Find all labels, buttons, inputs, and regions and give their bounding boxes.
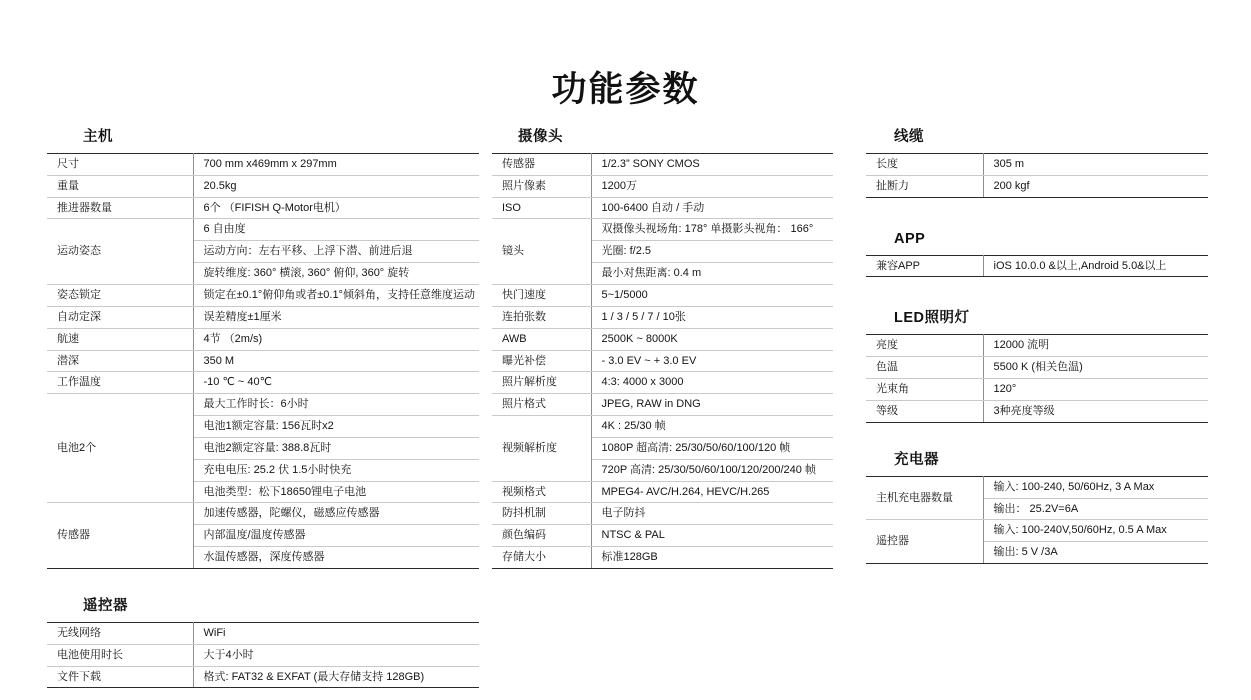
section-title-app: APP	[894, 230, 926, 247]
table-row	[492, 481, 833, 503]
table-row	[47, 197, 479, 219]
table-row	[492, 372, 833, 394]
spec-value: 输出: 5 V /3A	[983, 542, 1208, 564]
table-row	[866, 175, 1208, 197]
spec-value: 锁定在±0.1°俯仰角或者±0.1°倾斜角，支持任意维度运动	[193, 285, 479, 307]
spec-key: 自动定深	[47, 306, 193, 328]
section-charger	[866, 453, 1208, 564]
section-title-led: LED照明灯	[894, 310, 970, 327]
spec-key: 航速	[47, 328, 193, 350]
spec-key: 视频格式	[492, 481, 591, 503]
spec-key: 推进器数量	[47, 197, 193, 219]
table-row	[866, 335, 1208, 357]
table-row	[866, 357, 1208, 379]
spec-table-charger	[866, 476, 1208, 564]
table-row	[47, 328, 479, 350]
spec-key: 文件下载	[47, 666, 193, 688]
spec-key: 尺寸	[47, 153, 193, 175]
spec-value: 运动方向：左右平移、上浮下潜、前进后退	[193, 241, 479, 263]
spec-value: WiFi	[193, 622, 479, 644]
table-row	[866, 400, 1208, 422]
spec-value: 电池2额定容量: 388.8瓦时	[193, 437, 479, 459]
spec-key: 镜头	[492, 219, 591, 285]
spec-key: ISO	[492, 197, 591, 219]
spec-key: 曝光补偿	[492, 350, 591, 372]
section-title-remote: 遥控器	[83, 597, 128, 614]
table-row	[492, 503, 833, 525]
section-led	[866, 311, 1208, 422]
table-row	[492, 153, 833, 175]
spec-table-body	[866, 335, 1208, 422]
spec-value: 700 mm x469mm x 297mm	[193, 153, 479, 175]
spec-value: - 3.0 EV ~ + 3.0 EV	[591, 350, 833, 372]
column-left	[47, 130, 479, 688]
spec-value: 输入: 100-240, 50/60Hz, 3 A Max	[983, 476, 1208, 498]
spec-key: 亮度	[866, 335, 983, 357]
table-row	[492, 416, 833, 438]
spec-table-camera	[492, 153, 833, 569]
spec-key: 姿态锁定	[47, 285, 193, 307]
spec-value: -10 ℃ ~ 40℃	[193, 372, 479, 394]
spec-key: 扯断力	[866, 175, 983, 197]
table-row	[492, 197, 833, 219]
spec-value: 4节 （2m/s)	[193, 328, 479, 350]
section-title-charger: 充电器	[894, 451, 939, 468]
table-row	[866, 476, 1208, 498]
table-row	[866, 255, 1208, 277]
spec-value: MPEG4- AVC/H.264, HEVC/H.265	[591, 481, 833, 503]
spec-key: 潜深	[47, 350, 193, 372]
spec-table-body	[866, 153, 1208, 197]
spec-value: 最大工作时长：6小时	[193, 394, 479, 416]
spec-key: 传感器	[492, 153, 591, 175]
spec-key: 传感器	[47, 503, 193, 569]
section-main-unit	[47, 130, 479, 569]
spec-value: 光圈: f/2.5	[591, 241, 833, 263]
spec-value: 1 / 3 / 5 / 7 / 10张	[591, 306, 833, 328]
spec-key: AWB	[492, 328, 591, 350]
table-row	[492, 350, 833, 372]
table-row	[47, 175, 479, 197]
table-row	[47, 666, 479, 688]
spec-key: 等级	[866, 400, 983, 422]
table-row	[47, 622, 479, 644]
spec-table-app	[866, 255, 1208, 278]
spec-key: 照片格式	[492, 394, 591, 416]
spec-value: 电子防抖	[591, 503, 833, 525]
spec-key: 连拍张数	[492, 306, 591, 328]
spec-value: 格式: FAT32 & EXFAT (最大存储支持 128GB)	[193, 666, 479, 688]
spec-value: 200 kgf	[983, 175, 1208, 197]
spec-value: 内部温度/温度传感器	[193, 525, 479, 547]
spec-value: 标准128GB	[591, 547, 833, 569]
spec-table-body	[47, 622, 479, 688]
spec-value: 350 M	[193, 350, 479, 372]
spec-value: 20.5kg	[193, 175, 479, 197]
table-row	[47, 285, 479, 307]
table-row	[492, 547, 833, 569]
spec-value: 6 自由度	[193, 219, 479, 241]
table-row	[866, 520, 1208, 542]
section-camera	[492, 130, 833, 569]
spec-value: 2500K ~ 8000K	[591, 328, 833, 350]
spec-key: 防抖机制	[492, 503, 591, 525]
table-row	[47, 644, 479, 666]
spec-table-led	[866, 334, 1208, 422]
spec-value: 305 m	[983, 153, 1208, 175]
spec-key: 色温	[866, 357, 983, 379]
spec-value: 720P 高清: 25/30/50/60/100/120/200/240 帧	[591, 459, 833, 481]
spec-value: 水温传感器，深度传感器	[193, 547, 479, 569]
spec-value: 电池1额定容量: 156瓦时x2	[193, 416, 479, 438]
spec-table-remote	[47, 622, 479, 689]
spec-key: 快门速度	[492, 285, 591, 307]
spec-key: 颜色编码	[492, 525, 591, 547]
spec-table-body	[866, 476, 1208, 563]
spec-value: 最小对焦距离: 0.4 m	[591, 263, 833, 285]
spec-value: 5~1/5000	[591, 285, 833, 307]
spec-key: 存储大小	[492, 547, 591, 569]
section-cable	[866, 130, 1208, 198]
spec-value: NTSC & PAL	[591, 525, 833, 547]
section-app	[866, 232, 1208, 278]
section-title-main-unit: 主机	[83, 129, 113, 145]
spec-table-body	[492, 153, 833, 568]
table-row	[492, 328, 833, 350]
spec-table-body	[866, 255, 1208, 277]
spec-key: 重量	[47, 175, 193, 197]
table-row	[492, 306, 833, 328]
spec-key: 视频解析度	[492, 416, 591, 482]
spec-value: 1080P 超高清: 25/30/50/60/100/120 帧	[591, 437, 833, 459]
section-title-camera: 摄像头	[518, 129, 563, 145]
section-remote	[47, 599, 479, 688]
section-title-cable: 线缆	[894, 129, 924, 145]
spec-value: 充电电压: 25.2 伏 1.5小时快充	[193, 459, 479, 481]
spec-value: 5500 K (相关色温)	[983, 357, 1208, 379]
spec-key: 电池使用时长	[47, 644, 193, 666]
table-row	[492, 525, 833, 547]
spec-key: 兼容APP	[866, 255, 983, 277]
spec-value: 100-6400 自动 / 手动	[591, 197, 833, 219]
spec-value: 3种亮度等级	[983, 400, 1208, 422]
spec-value: 6个 （FIFISH Q-Motor电机）	[193, 197, 479, 219]
spec-key: 照片解析度	[492, 372, 591, 394]
table-row	[866, 379, 1208, 401]
spec-key: 光束角	[866, 379, 983, 401]
page-title: 功能参数	[551, 70, 700, 109]
table-row	[492, 285, 833, 307]
spec-value: 误差精度±1厘米	[193, 306, 479, 328]
spec-value: 加速传感器，陀螺仪，磁感应传感器	[193, 503, 479, 525]
spec-value: 输出： 25.2V=6A	[983, 498, 1208, 520]
column-right	[866, 130, 1208, 564]
table-row	[492, 394, 833, 416]
spec-key: 无线网络	[47, 622, 193, 644]
spec-value: 120°	[983, 379, 1208, 401]
table-row	[47, 219, 479, 241]
spec-key: 长度	[866, 153, 983, 175]
table-row	[47, 372, 479, 394]
column-middle	[492, 130, 833, 569]
spec-key: 照片像素	[492, 175, 591, 197]
spec-value: JPEG, RAW in DNG	[591, 394, 833, 416]
table-row	[47, 350, 479, 372]
spec-table-body	[47, 153, 479, 568]
table-row	[47, 394, 479, 416]
spec-value: 输入: 100-240V,50/60Hz, 0.5 A Max	[983, 520, 1208, 542]
spec-key: 运动姿态	[47, 219, 193, 285]
spec-value: 电池类型：松下18650锂电子电池	[193, 481, 479, 503]
spec-value: 4:3: 4000 x 3000	[591, 372, 833, 394]
spec-table-main-unit	[47, 153, 479, 569]
spec-value: 旋转维度: 360° 横滚, 360° 俯仰, 360° 旋转	[193, 263, 479, 285]
spec-key: 电池2个	[47, 394, 193, 503]
spec-key: 主机充电器数量	[866, 476, 983, 520]
table-row	[866, 153, 1208, 175]
spec-value: 大于4小时	[193, 644, 479, 666]
spec-value: iOS 10.0.0 &以上,Android 5.0&以上	[983, 255, 1208, 277]
spec-value: 双摄像头视场角: 178° 单摄影头视角： 166°	[591, 219, 833, 241]
spec-value: 4K : 25/30 帧	[591, 416, 833, 438]
spec-key: 遥控器	[866, 520, 983, 564]
spec-value: 1200万	[591, 175, 833, 197]
table-row	[492, 219, 833, 241]
spec-table-cable	[866, 153, 1208, 198]
spec-value: 12000 流明	[983, 335, 1208, 357]
table-row	[492, 175, 833, 197]
table-row	[47, 306, 479, 328]
spec-value: 1/2.3” SONY CMOS	[591, 153, 833, 175]
table-row	[47, 153, 479, 175]
spec-key: 工作温度	[47, 372, 193, 394]
table-row	[47, 503, 479, 525]
